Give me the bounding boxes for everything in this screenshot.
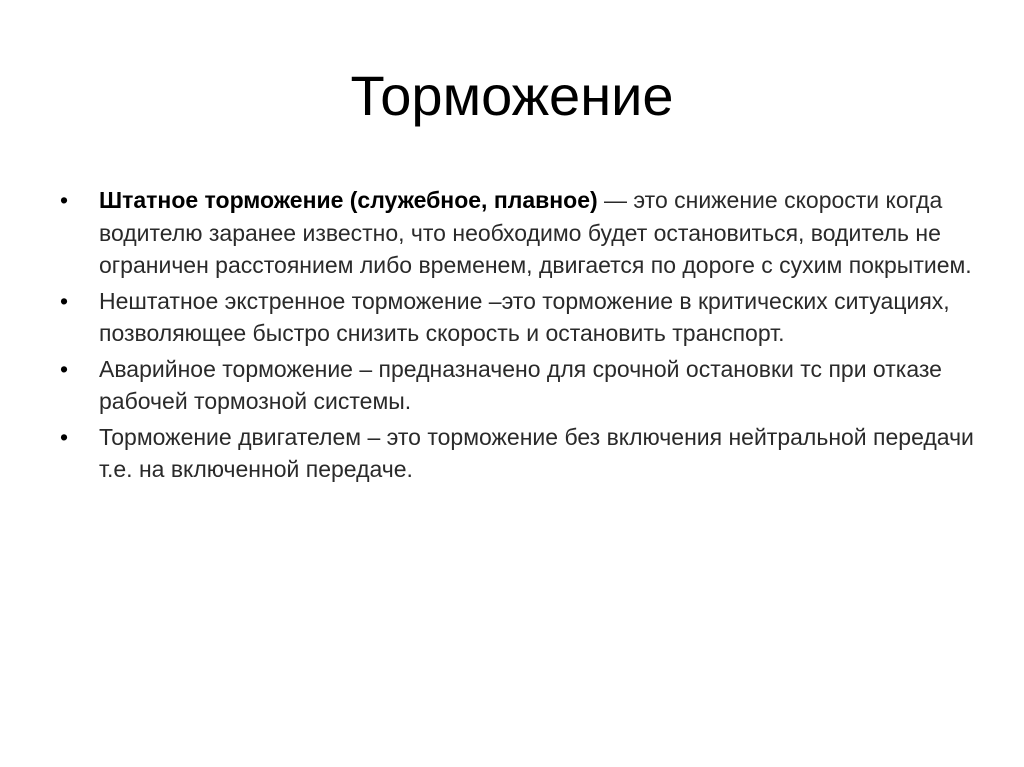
bullet-item-regular-braking xyxy=(60,184,980,282)
bullet-item-emergency-braking xyxy=(60,285,980,350)
bullet-marker: • xyxy=(60,287,69,314)
slide-title: Торможение xyxy=(350,64,674,127)
bullet-text: — это снижение скорости когда водителю заранее известно, что необходимо будет остановиться, водитель не ограничен расстоянием либо временем, двигается по дороге с сухим покрытием. xyxy=(99,187,972,278)
bullet-list xyxy=(60,184,980,489)
bullet-text: Нештатное экстренное торможение –это торможение в критических ситуациях, позволяющее быстро снизить скорость и остановить транспорт. xyxy=(99,287,950,346)
bullet-marker: • xyxy=(60,423,69,450)
bullet-marker: • xyxy=(60,355,69,382)
bullet-text: Аварийное торможение – предназначено для срочной остановки тс при отказе рабочей тормозной системы. xyxy=(99,355,942,414)
bullet-text: Торможение двигателем – это торможение без включения нейтральной передачи т.е. на включенной передаче. xyxy=(99,423,974,482)
bullet-item-engine-braking xyxy=(60,421,980,486)
bullet-lead-term: Штатное торможение (служебное, плавное) xyxy=(99,187,598,213)
bullet-marker: • xyxy=(60,187,69,213)
bullet-item-failure-braking xyxy=(60,353,980,418)
